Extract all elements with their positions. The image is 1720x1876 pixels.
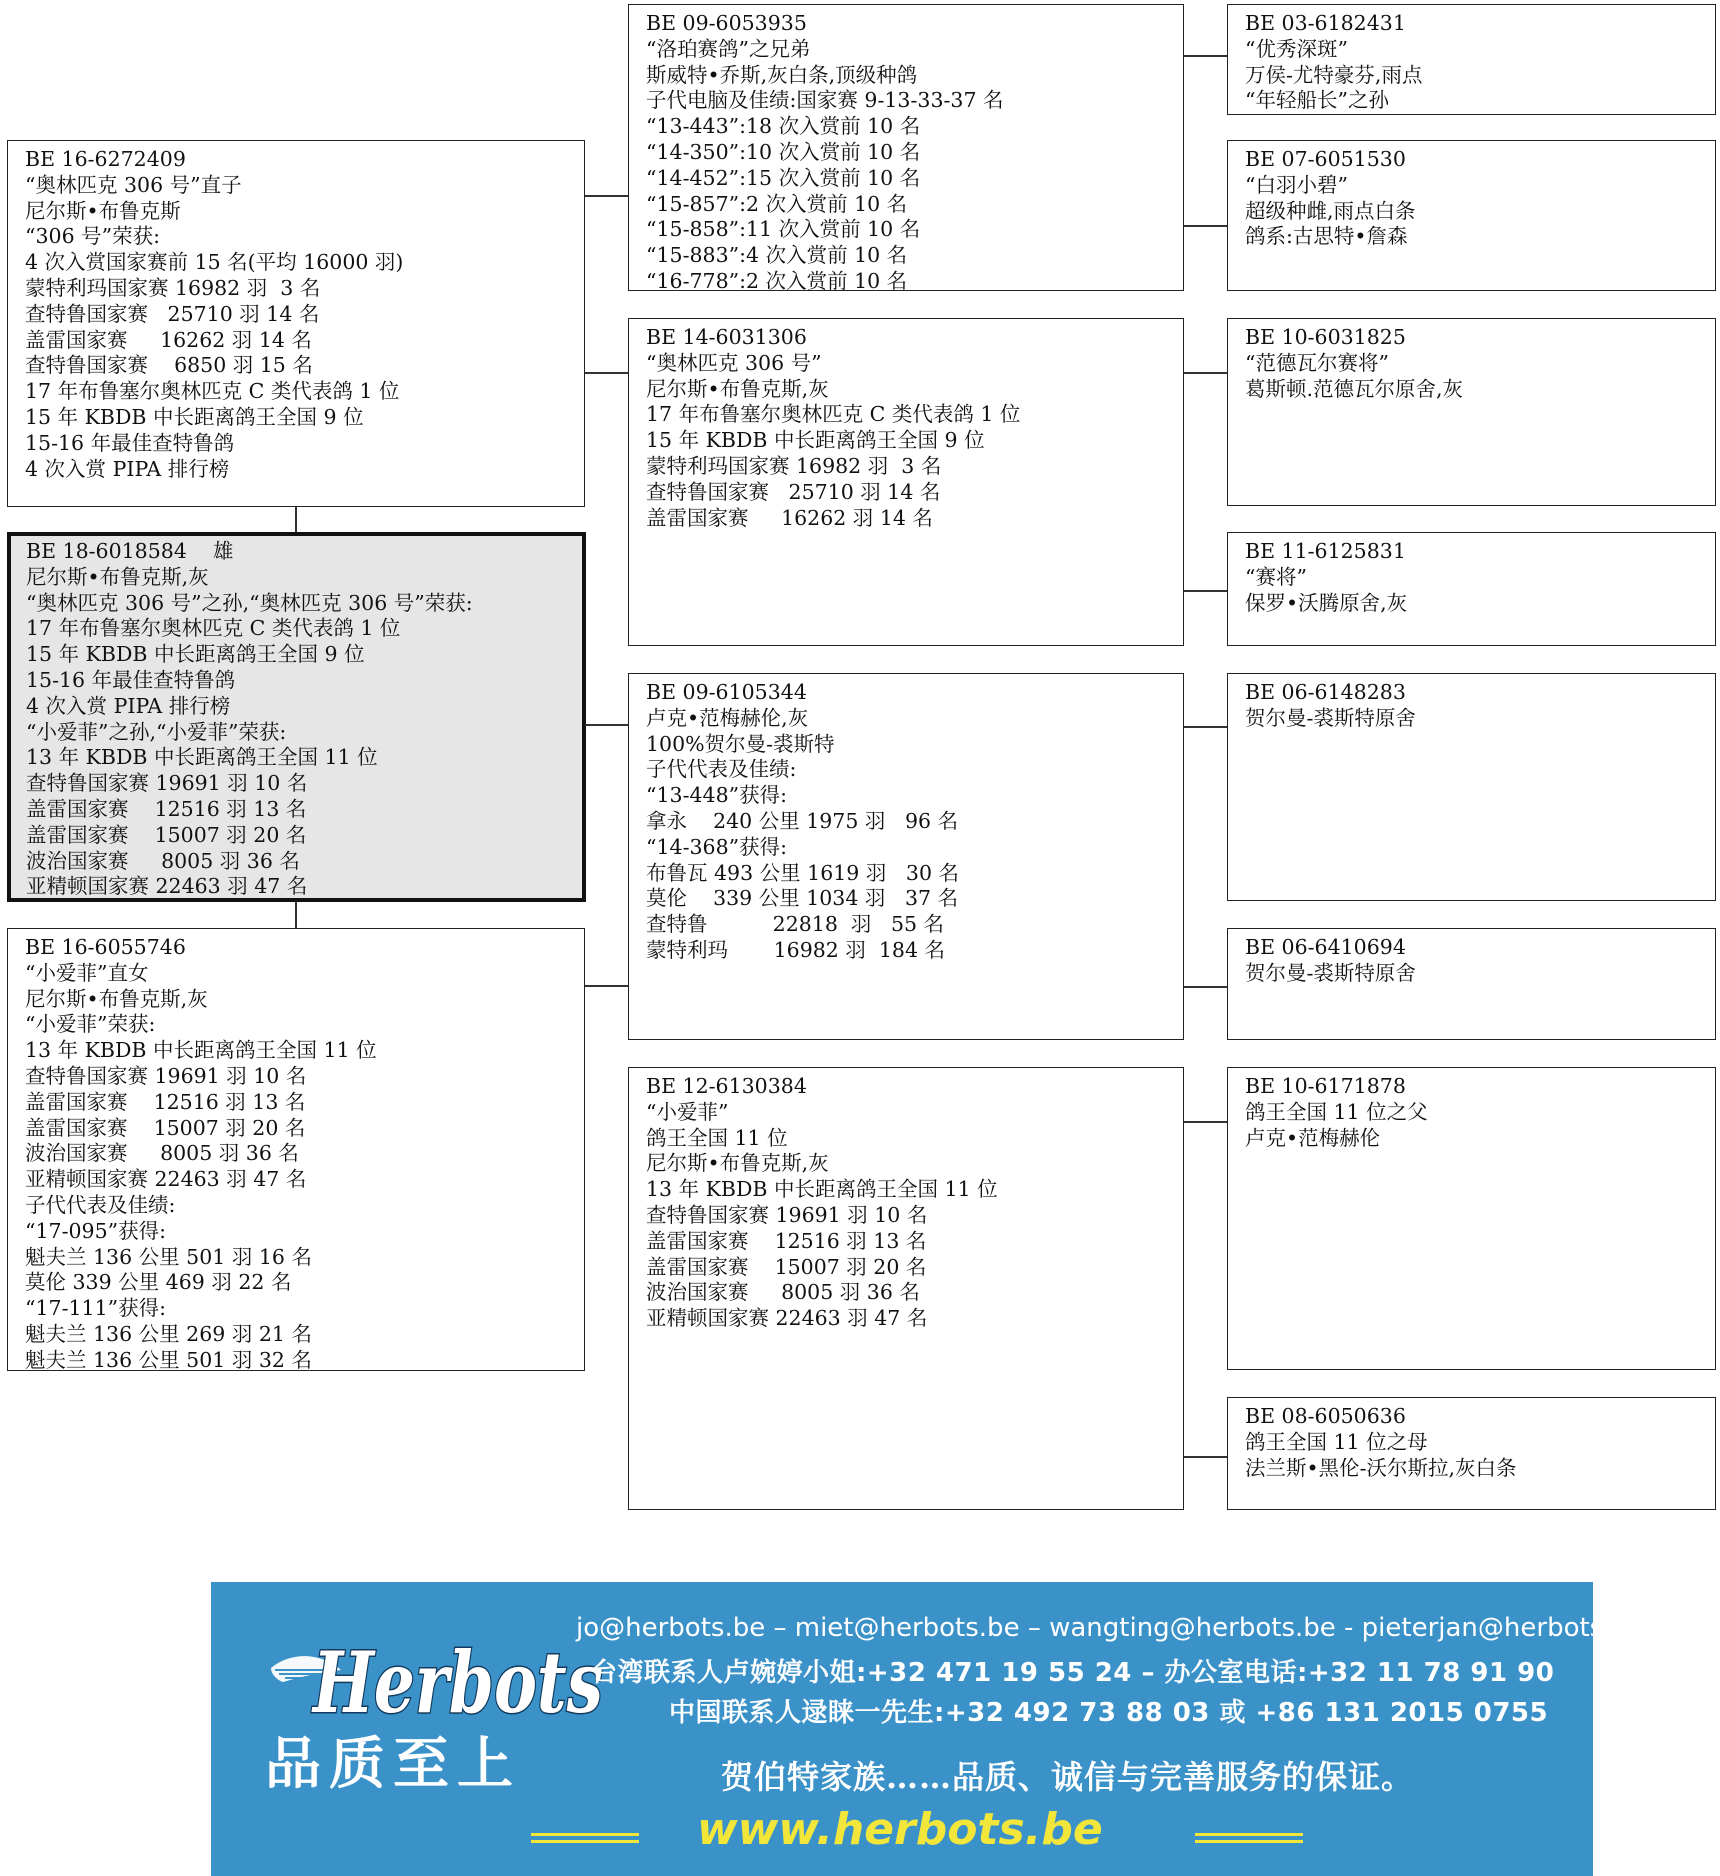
pedigree-line: “洛珀赛鸽”之兄弟 xyxy=(646,36,811,61)
logo-wordmark: Herbots xyxy=(311,1633,603,1732)
pedigree-line: 鸽系:古思特•詹森 xyxy=(1245,224,1408,249)
pedigree-line: “13-443”:18 次入赏前 10 名 xyxy=(646,114,921,139)
pedigree-line: 尼尔斯•布鲁克斯,灰 xyxy=(646,1151,829,1176)
pedigree-line: “306 号”荣获: xyxy=(25,224,161,249)
pedigree-line: “15-858”:11 次入赏前 10 名 xyxy=(646,217,921,242)
pedigree-line: 法兰斯•黑伦-沃尔斯拉,灰白条 xyxy=(1245,1455,1517,1480)
pedigree-line: 贺尔曼-裘斯特原舍 xyxy=(1245,960,1416,985)
connector-line xyxy=(1184,590,1227,592)
connector-line xyxy=(1184,55,1227,57)
pedigree-line: 盖雷国家赛 16262 羽 14 名 xyxy=(25,327,312,352)
fm-dam-card xyxy=(1227,532,1716,646)
pedigree-line: 超级种雌,雨点白条 xyxy=(1245,198,1416,223)
pedigree-line: “优秀深斑” xyxy=(1245,36,1348,61)
subject-pigeon-card xyxy=(7,532,586,902)
pedigree-line: 魁夫兰 136 公里 269 羽 21 名 xyxy=(25,1321,312,1346)
mf-dam-card xyxy=(1227,928,1716,1040)
ring-number: BE 10-6171878 xyxy=(1245,1074,1406,1098)
ring-number: BE 03-6182431 xyxy=(1245,11,1406,35)
pedigree-line: “14-452”:15 次入赏前 10 名 xyxy=(646,165,921,190)
pedigree-line: 波治国家赛 8005 羽 36 名 xyxy=(646,1280,920,1305)
ring-number: BE 07-6051530 xyxy=(1245,147,1406,171)
pedigree-line: “小爱菲”之孙,“小爱菲”荣获: xyxy=(26,719,287,744)
pedigree-line: 亚精顿国家赛 22463 羽 47 名 xyxy=(25,1167,307,1192)
slogan: 品质至上 xyxy=(265,1731,521,1797)
pedigree-line: 蒙特利玛国家赛 16982 羽 3 名 xyxy=(25,275,321,300)
ring-number: BE 09-6053935 xyxy=(646,11,807,35)
ff-sire-card xyxy=(1227,4,1716,115)
pedigree-line: “小爱菲” xyxy=(646,1099,729,1124)
pedigree-line: 子代代表及佳绩: xyxy=(646,757,797,782)
feather-icon xyxy=(263,1620,603,1730)
pedigree-line: 蒙特利玛国家赛 16982 羽 3 名 xyxy=(646,453,942,478)
paternal-granddam-card xyxy=(628,318,1184,646)
mf-sire-card xyxy=(1227,673,1716,901)
pedigree-line: 盖雷国家赛 12516 羽 13 名 xyxy=(646,1228,927,1253)
pedigree-line: 17 年布鲁塞尔奥林匹克 C 类代表鸽 1 位 xyxy=(25,379,400,404)
ring-number: BE 10-6031825 xyxy=(1245,325,1406,349)
fm-sire-card xyxy=(1227,318,1716,506)
motto: 贺伯特家族……品质、诚信与完善服务的保证。 xyxy=(721,1758,1415,1796)
pedigree-line: 4 次入赏 PIPA 排行榜 xyxy=(25,456,230,481)
pedigree-line: 鸽王全国 11 位 xyxy=(646,1125,788,1150)
pedigree-line: “小爱菲”荣获: xyxy=(25,1012,156,1037)
paternal-grandsire-card xyxy=(628,4,1184,291)
pedigree-line: 查特鲁国家赛 19691 羽 10 名 xyxy=(26,771,308,796)
pedigree-line: “范德瓦尔赛将” xyxy=(1245,350,1389,375)
pedigree-line: 盖雷国家赛 15007 羽 20 名 xyxy=(25,1115,306,1140)
dam-card xyxy=(7,928,585,1371)
pedigree-line: 贺尔曼-裘斯特原舍 xyxy=(1245,705,1416,730)
connector-line xyxy=(585,724,628,726)
pedigree-line: 盖雷国家赛 12516 羽 13 名 xyxy=(26,796,307,821)
connector-line xyxy=(295,902,297,928)
ring-number: BE 18-6018584 雄 xyxy=(26,539,234,563)
connector-line xyxy=(1184,726,1227,728)
pedigree-line: 亚精顿国家赛 22463 羽 47 名 xyxy=(26,874,308,899)
pedigree-line: 万侯-尤特豪芬,雨点 xyxy=(1245,62,1423,87)
pedigree-line: 查特鲁国家赛 19691 羽 10 名 xyxy=(646,1202,928,1227)
connector-line xyxy=(1184,986,1227,988)
pedigree-line: 13 年 KBDB 中长距离鸽王全国 11 位 xyxy=(646,1177,998,1202)
ring-number: BE 16-6272409 xyxy=(25,147,186,171)
pedigree-line: 鸽王全国 11 位之母 xyxy=(1245,1429,1428,1454)
pedigree-line: 4 次入赏 PIPA 排行榜 xyxy=(26,693,231,718)
email-contacts: jo@herbots.be – miet@herbots.be – wangting@herbots.be - pieterjan@herbots.be xyxy=(576,1613,1644,1643)
pedigree-line: 盖雷国家赛 15007 羽 20 名 xyxy=(646,1254,927,1279)
connector-line xyxy=(1184,1121,1227,1123)
sire-card xyxy=(7,140,585,507)
connector-line xyxy=(295,507,297,532)
pedigree-line: “奥林匹克 306 号” xyxy=(646,350,822,375)
pedigree-line: 布鲁瓦 493 公里 1619 羽 30 名 xyxy=(646,860,960,885)
mm-sire-card xyxy=(1227,1067,1716,1370)
pedigree-line: 盖雷国家赛 16262 羽 14 名 xyxy=(646,505,933,530)
ff-dam-card xyxy=(1227,140,1716,291)
pedigree-line: 盖雷国家赛 15007 羽 20 名 xyxy=(26,822,307,847)
pedigree-line: “14-350”:10 次入赏前 10 名 xyxy=(646,139,921,164)
pedigree-line: 波治国家赛 8005 羽 36 名 xyxy=(26,848,300,873)
pedigree-line: “15-857”:2 次入赏前 10 名 xyxy=(646,191,908,216)
connector-line xyxy=(585,985,628,987)
pedigree-line: 盖雷国家赛 12516 羽 13 名 xyxy=(25,1089,306,1114)
pedigree-line: “奥林匹克 306 号”之孙,“奥林匹克 306 号”荣获: xyxy=(26,590,473,615)
pedigree-line: 查特鲁国家赛 6850 羽 15 名 xyxy=(25,353,313,378)
pedigree-line: 15 年 KBDB 中长距离鸽王全国 9 位 xyxy=(25,404,364,429)
pedigree-line: 子代代表及佳绩: xyxy=(25,1192,176,1217)
decorative-double-line-left xyxy=(531,1833,639,1843)
pedigree-line: 查特鲁国家赛 25710 羽 14 名 xyxy=(646,479,941,504)
ring-number: BE 08-6050636 xyxy=(1245,1404,1406,1428)
china-contact: 中国联系人逯睐一先生:+32 492 73 88 03 或 +86 131 2015 0755 xyxy=(669,1698,1549,1728)
maternal-grandsire-card xyxy=(628,673,1184,1040)
pedigree-line: 13 年 KBDB 中长距离鸽王全国 11 位 xyxy=(25,1038,377,1063)
pedigree-line: 查特鲁国家赛 25710 羽 14 名 xyxy=(25,301,320,326)
ring-number: BE 16-6055746 xyxy=(25,935,186,959)
pedigree-line: 鸽王全国 11 位之父 xyxy=(1245,1099,1428,1124)
decorative-double-line-right xyxy=(1195,1833,1303,1843)
ring-number: BE 09-6105344 xyxy=(646,680,807,704)
pedigree-line: 莫伦 339 公里 469 羽 22 名 xyxy=(25,1270,292,1295)
pedigree-line: 100%贺尔曼-裘斯特 xyxy=(646,731,835,756)
pedigree-line: 保罗•沃腾原舍,灰 xyxy=(1245,590,1408,615)
pedigree-line: “白羽小碧” xyxy=(1245,172,1348,197)
taiwan-contact: 台湾联系人卢婉婷小姐:+32 471 19 55 24 – 办公室电话:+32 11 78 91 90 xyxy=(591,1658,1555,1688)
pedigree-line: 15-16 年最佳查特鲁鸽 xyxy=(26,667,236,692)
pedigree-line: 15-16 年最佳查特鲁鸽 xyxy=(25,430,235,455)
pedigree-line: 13 年 KBDB 中长距离鸽王全国 11 位 xyxy=(26,745,378,770)
pedigree-line: 拿永 240 公里 1975 羽 96 名 xyxy=(646,808,959,833)
ring-number: BE 06-6410694 xyxy=(1245,935,1406,959)
maternal-granddam-card xyxy=(628,1067,1184,1510)
pedigree-line: “赛将” xyxy=(1245,564,1307,589)
pedigree-line: 波治国家赛 8005 羽 36 名 xyxy=(25,1141,299,1166)
pedigree-line: 子代电脑及佳绩:国家赛 9-13-33-37 名 xyxy=(646,88,1004,113)
pedigree-line: “13-448”获得: xyxy=(646,783,788,808)
pedigree-line: “奥林匹克 306 号”直子 xyxy=(25,172,242,197)
connector-line xyxy=(585,195,628,197)
mm-dam-card xyxy=(1227,1397,1716,1510)
pedigree-line: “年轻船长”之孙 xyxy=(1245,88,1389,113)
pedigree-line: 17 年布鲁塞尔奥林匹克 C 类代表鸽 1 位 xyxy=(26,616,401,641)
pedigree-line: 15 年 KBDB 中长距离鸽王全国 9 位 xyxy=(26,642,365,667)
pedigree-line: 卢克•范梅赫伦,灰 xyxy=(646,705,809,730)
pedigree-line: “16-778”:2 次入赏前 10 名 xyxy=(646,268,908,293)
pedigree-line: 4 次入赏国家赛前 15 名(平均 16000 羽) xyxy=(25,250,404,275)
connector-line xyxy=(585,372,628,374)
connector-line xyxy=(1184,225,1227,227)
pedigree-line: “17-111”获得: xyxy=(25,1296,167,1321)
pedigree-line: 蒙特利玛 16982 羽 184 名 xyxy=(646,937,946,962)
pedigree-line: 葛斯顿.范德瓦尔原舍,灰 xyxy=(1245,376,1464,401)
ring-number: BE 06-6148283 xyxy=(1245,680,1406,704)
pedigree-line: 尼尔斯•布鲁克斯,灰 xyxy=(646,376,829,401)
pedigree-line: “小爱菲”直女 xyxy=(25,960,149,985)
pedigree-line: 卢克•范梅赫伦 xyxy=(1245,1125,1381,1150)
pedigree-line: 查特鲁国家赛 19691 羽 10 名 xyxy=(25,1063,307,1088)
pedigree-line: 斯威特•乔斯,灰白条,顶级种鸽 xyxy=(646,62,918,87)
ring-number: BE 14-6031306 xyxy=(646,325,807,349)
pedigree-line: “14-368”获得: xyxy=(646,834,788,859)
pedigree-line: 查特鲁 22818 羽 55 名 xyxy=(646,912,945,937)
herbots-banner xyxy=(211,1582,1644,1876)
pedigree-line: 莫伦 339 公里 1034 羽 37 名 xyxy=(646,886,959,911)
pedigree-line: 尼尔斯•布鲁克斯 xyxy=(25,198,181,223)
pedigree-line: 尼尔斯•布鲁克斯,灰 xyxy=(26,564,209,589)
pedigree-line: 魁夫兰 136 公里 501 羽 16 名 xyxy=(25,1244,312,1269)
ring-number: BE 12-6130384 xyxy=(646,1074,807,1098)
ring-number: BE 11-6125831 xyxy=(1245,539,1406,563)
website-link[interactable]: www.herbots.be xyxy=(697,1804,1103,1855)
pedigree-line: 魁夫兰 136 公里 501 羽 32 名 xyxy=(25,1347,312,1372)
pedigree-line: “17-095”获得: xyxy=(25,1218,167,1243)
connector-line xyxy=(1184,1456,1227,1458)
pedigree-line: 尼尔斯•布鲁克斯,灰 xyxy=(25,986,208,1011)
pedigree-line: 17 年布鲁塞尔奥林匹克 C 类代表鸽 1 位 xyxy=(646,402,1021,427)
pedigree-line: 亚精顿国家赛 22463 羽 47 名 xyxy=(646,1306,928,1331)
connector-line xyxy=(1184,372,1227,374)
pedigree-line: “15-883”:4 次入赏前 10 名 xyxy=(646,243,908,268)
pedigree-line: 15 年 KBDB 中长距离鸽王全国 9 位 xyxy=(646,428,985,453)
